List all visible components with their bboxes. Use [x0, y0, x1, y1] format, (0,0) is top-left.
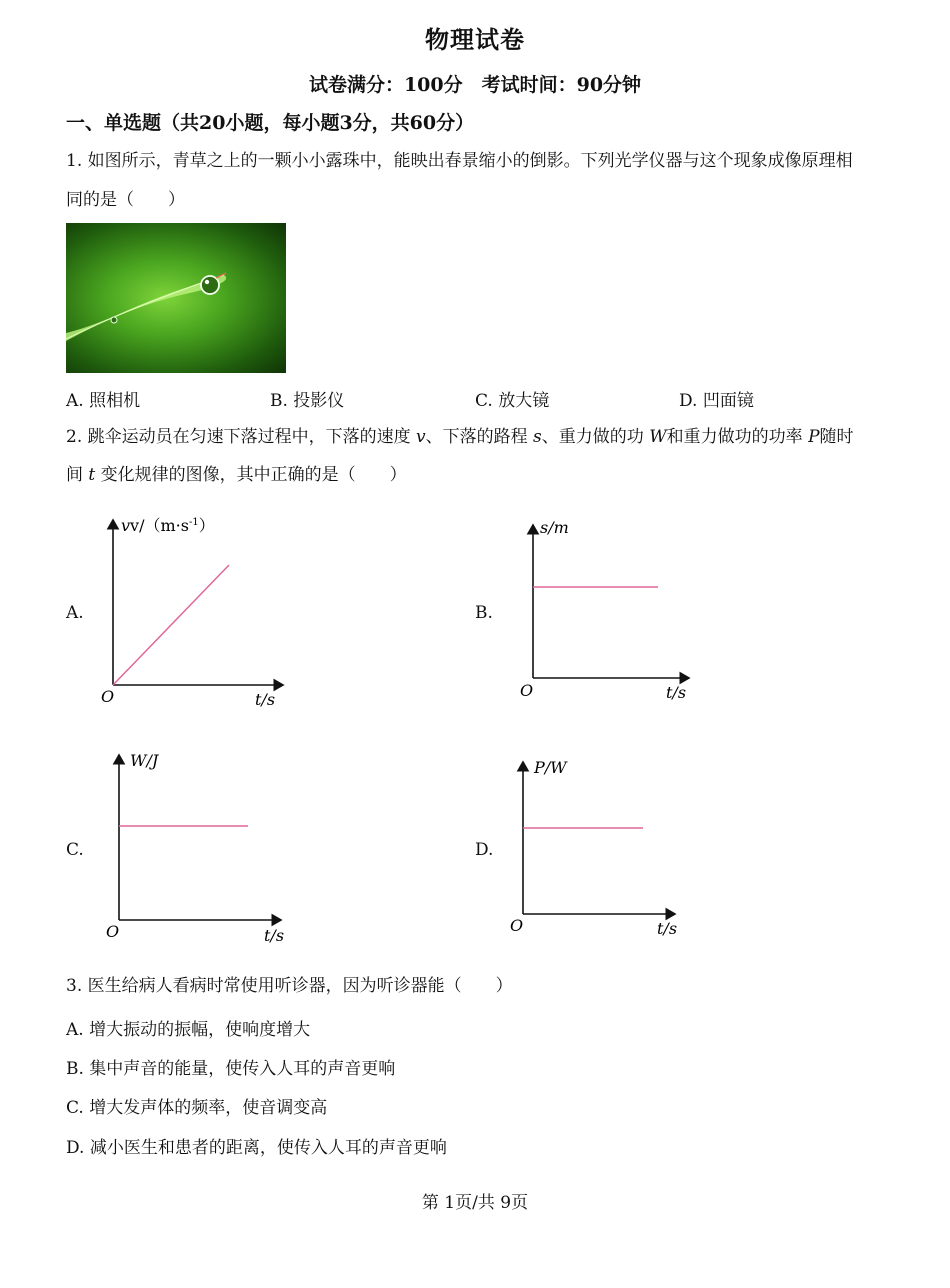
question-1-line-1: 1. 如图所示，青草之上的一颗小小露珠中，能映出春景缩小的倒影。下列光学仪器与这个现象成像原理相	[66, 151, 853, 171]
dewdrop-photo	[66, 223, 286, 373]
graph-b-y-label: s/m	[540, 518, 569, 537]
graph-b-origin: O	[520, 681, 534, 700]
graph-c-y-label: W/J	[130, 751, 159, 770]
q1-option-d: D. 凹面镜	[679, 391, 754, 411]
graph-c-x-label: t/s	[264, 926, 285, 945]
question-3: 3. 医生给病人看病时常使用听诊器，因为听诊器能（ ）	[66, 976, 513, 996]
graph-a-x-label: t/s	[255, 690, 276, 709]
q3-option-a: A. 增大振动的振幅，使响度增大	[66, 1020, 311, 1040]
graph-b	[520, 518, 689, 702]
section-heading: 一、单选题（共20小题，每小题3分，共60分）	[66, 112, 475, 134]
q3-option-d: D. 减小医生和患者的距离，使传入人耳的声音更响	[66, 1138, 447, 1158]
graph-c	[106, 751, 284, 945]
graph-d-y-label: P/W	[534, 758, 567, 777]
graph-d-label: D.	[475, 840, 494, 860]
page-footer: 第 1页/共 9页	[421, 1193, 529, 1213]
graph-d-x-label: t/s	[657, 919, 678, 938]
graph-b-label: B.	[475, 603, 493, 623]
graph-a-y-label: $vv/(m\cdot s^{-1})$	[121, 516, 215, 535]
graph-b-x-label: t/s	[666, 683, 687, 702]
q1-option-b: B. 投影仪	[270, 391, 345, 411]
graph-c-label: C.	[66, 840, 84, 860]
graph-c-origin: O	[106, 922, 120, 941]
graph-a-line	[113, 565, 229, 685]
q3-option-b: B. 集中声音的能量，使传入人耳的声音更响	[66, 1059, 396, 1079]
graph-a	[101, 516, 283, 709]
question-1-line-2: 同的是（ ）	[66, 190, 185, 210]
page-title: 物理试卷	[425, 25, 525, 54]
graph-a-origin: O	[101, 687, 115, 706]
graph-a-label: A.	[66, 603, 84, 623]
question-2-line-1: 2. 跳伞运动员在匀速下落过程中，下落的速度 v、下落的路程 s、重力做的功 W和重力做功的功率 P随时	[66, 427, 854, 447]
exam-info: 试卷满分：100分 考试时间：90分钟	[308, 74, 642, 96]
graph-d-origin: O	[510, 916, 524, 935]
q3-option-c: C. 增大发声体的频率，使音调变高	[66, 1098, 328, 1118]
question-2-line-2: 间 t 变化规律的图像，其中正确的是（ ）	[66, 465, 407, 485]
graph-d	[510, 758, 677, 938]
q1-option-a: A. 照相机	[66, 391, 141, 411]
grass-blade-illustration	[66, 223, 286, 373]
q1-option-c: C. 放大镜	[475, 391, 550, 411]
dewdrop-icon	[201, 276, 219, 294]
